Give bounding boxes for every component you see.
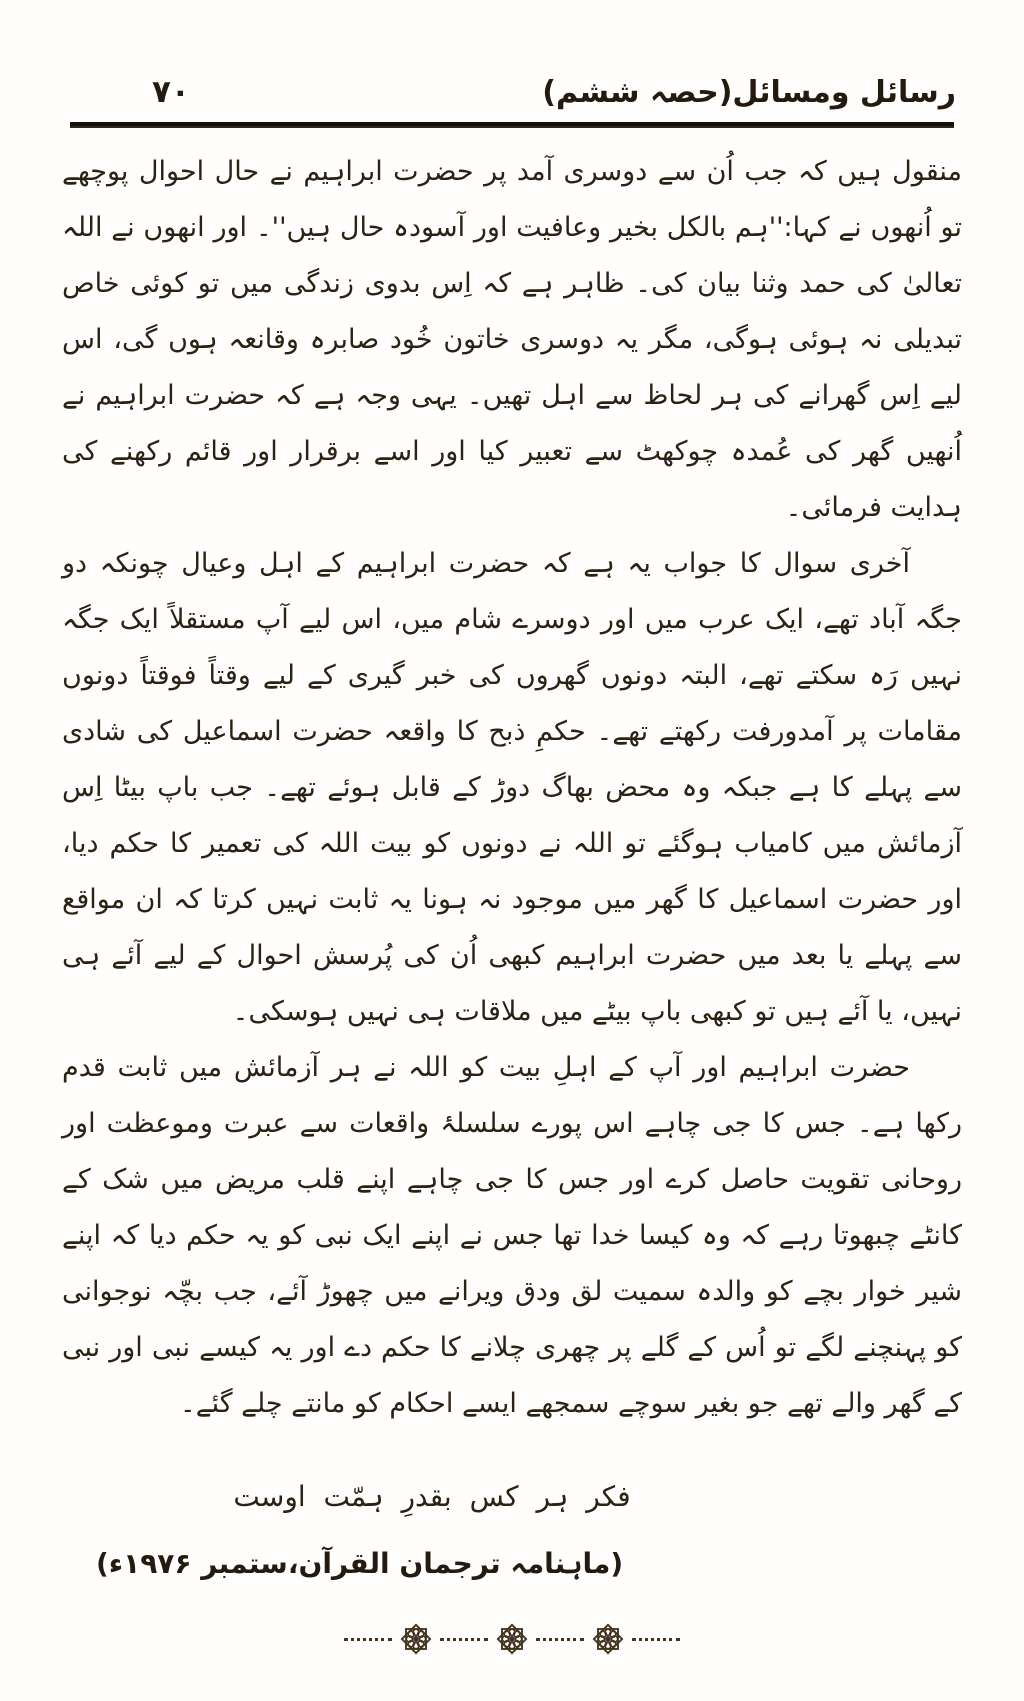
verse-line: فکر ہر کس بقدرِ ہمّت اوست [233, 1480, 631, 1513]
flower-ornament-icon [397, 1620, 435, 1658]
dotted-line [632, 1638, 680, 1641]
flower-ornament-icon [493, 1620, 531, 1658]
dotted-line [536, 1638, 584, 1641]
paragraph: منقول ہیں کہ جب اُن سے دوسری آمد پر حضرت ابراہیم نے حال احوال پوچھے تو اُنھوں نے کہا:''ہم بالکل بخیر وعافیت اور آسودہ حال ہیں''۔ اور انھوں نے اللہ تعالیٰ کی حمد وثنا بیان کی۔ ظاہر ہے کہ اِس بدوی زندگی میں تو کوئی خاص تبدیلی نہ ہوئی ہوگی، مگر یہ دوسری خاتون خُود صابرہ وقانعہ ہوں گی، اس لیے اِس گھرانے کی ہر لحاظ سے اہل تھیں۔ یہی وجہ ہے کہ حضرت ابراہیم نے اُنھیں گھر کی عُمدہ چوکھٹ سے تعبیر کیا اور اسے برقرار اور قائم رکھنے کی ہدایت فرمائی۔ [62, 156, 962, 523]
end-ornament [0, 1620, 1024, 1658]
paragraph: حضرت ابراہیم اور آپ کے اہلِ بیت کو اللہ نے ہر آزمائش میں ثابت قدم رکھا ہے۔ جس کا جی چاہے اس پورے سلسلۂ واقعات سے عبرت وموعظت اور روحانی تقویت حاصل کرے اور جس کا جی چاہے اپنے قلب مریض میں شک کے کانٹے چبھوتا رہے کہ وہ کیسا خدا تھا جس نے اپنے ایک نبی کو یہ حکم دیا کہ اپنے شیر خوار بچے کو والدہ سمیت لق ودق ویرانے میں چھوڑ آئے، جب بچّہ نوجوانی کو پہنچنے لگے تو اُس کے گلے پر چھری چلانے کا حکم دے اور یہ کیسے نبی اور نبی کے گھر والے تھے جو بغیر سوچے سمجھے ایسے احکام کو مانتے چلے گئے۔ [62, 1052, 962, 1419]
source-citation: (ماہنامہ ترجمان القرآن،ستمبر ۱۹۷۶ء) [96, 1547, 624, 1580]
dotted-line [440, 1638, 488, 1641]
dotted-line [344, 1638, 392, 1641]
paragraph: آخری سوال کا جواب یہ ہے کہ حضرت ابراہیم کے اہل وعیال چونکہ دو جگہ آباد تھے، ایک عرب میں اور دوسرے شام میں، اس لیے آپ مستقلاً ایک جگہ نہیں رَہ سکتے تھے، البتہ دونوں گھروں کی خبر گیری کے لیے وقتاً فوقتاً دونوں مقامات پر آمدورفت رکھتے تھے۔ حکمِ ذبح کا واقعہ حضرت اسماعیل کی شادی سے پہلے کا ہے جبکہ وہ محض بھاگ دوڑ کے قابل ہوئے تھے۔ جب باپ بیٹا اِس آزمائش میں کامیاب ہوگئے تو اللہ نے دونوں کو بیت اللہ کی تعمیر کا حکم دیا، اور حضرت اسماعیل کا گھر میں موجود نہ ہونا یہ ثابت نہیں کرتا کہ ان مواقع سے پہلے یا بعد میں حضرت ابراہیم کبھی اُن کی پُرسش احوال کے لیے آئے ہی نہیں، یا آئے ہیں تو کبھی باپ بیٹے میں ملاقات ہی نہیں ہوسکی۔ [62, 548, 962, 1027]
book-title: رسائل ومسائل(حصہ ششم) [542, 75, 956, 110]
body-text [0, 128, 1024, 1432]
page-number: ۷۰ [152, 74, 190, 110]
page-header [0, 0, 1024, 120]
flower-ornament-icon [589, 1620, 627, 1658]
